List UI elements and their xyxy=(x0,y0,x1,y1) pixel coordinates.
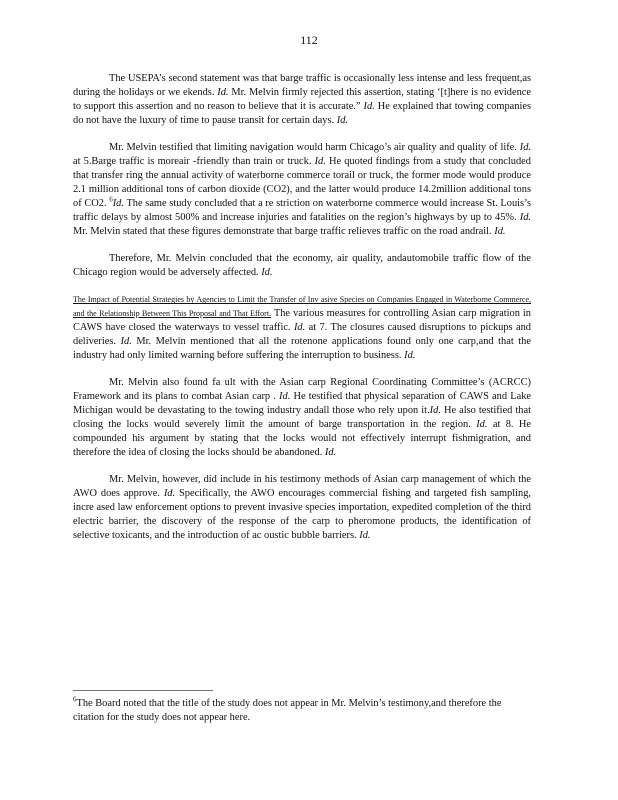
footnote-separator xyxy=(73,690,213,691)
citation: Id. xyxy=(217,86,229,98)
citation: Id. xyxy=(112,197,124,209)
citation: Id. xyxy=(476,419,488,431)
text-run: He testified that physical separation of CAWS and Lake Michigan would be devastating to the towing industry andall those who rely upon it. xyxy=(73,391,531,417)
section-heading: The Impact of Potential Strategies by Agencies to Limit the Transfer of Inv asive Species on Companies Engaged in Waterborne Commerce, and the Relationship Between This Proposal and That Effort. xyxy=(73,295,531,319)
citation: Id. xyxy=(519,211,531,223)
text-run: The various measures for controlling Asian carp migration in CAWS have closed the waterways to vessel traffic. xyxy=(73,308,531,334)
text-run: Mr. Melvin testified that limiting navigation would harm Chicago’s air quality and quality of life. xyxy=(109,142,520,154)
paragraph-1 xyxy=(73,72,531,128)
citation: Id. xyxy=(429,405,441,417)
citation: Id. xyxy=(363,100,375,112)
citation: Id. xyxy=(324,446,337,458)
text-run: He quoted findings from a study that concluded that transfer ring the annual activity of waterborne commerce torail or truck, the former mode would produce 2.1 million additional tons of carbon dioxide (CO2), and the latter would produce 14.2million additional tons of CO2. xyxy=(73,156,531,209)
text-run: He also testified that closing the locks would severely limit the amount of barge transportation in the region. xyxy=(73,405,532,431)
page-number: 112 xyxy=(300,33,318,47)
footnote-text: The Board noted that the title of the study does not appear in Mr. Melvin’s testimony,and therefore the citation for the study does not appear here. xyxy=(73,698,502,723)
paragraph-5 xyxy=(73,376,531,459)
citation: Id. xyxy=(261,266,273,278)
text-run: Mr. Melvin, however, did include in his testimony methods of Asian carp management of which the AWO does approve. xyxy=(73,474,531,500)
citation: Id. xyxy=(314,156,326,168)
text-run: Mr. Melvin firmly rejected this assertion, stating ‘[t]here is no evidence to support this assertion and no reason to believe that it is accurate.” xyxy=(73,86,531,112)
text-run: The USEPA’s second statement was that barge traffic is occasionally less intense and less frequent,as during the holidays or we ekends. xyxy=(73,73,531,98)
citation: Id. xyxy=(519,142,531,154)
text-run: Therefore, Mr. Melvin concluded that the economy, air quality, andautomobile traffic flow of the Chicago region would be adversely affected. xyxy=(73,252,531,278)
paragraph-2 xyxy=(73,141,531,238)
footnote-reference[interactable]: 6 xyxy=(109,195,113,204)
footnote-marker: 6 xyxy=(73,695,77,704)
text-run: Mr. Melvin mentioned that all the rotenone applications found only one carp,and that the industry had only limited warning before suffering the interruption to business. xyxy=(73,336,531,361)
text-run: He explained that towing companies do not have the luxury of time to pause transit for certain days. xyxy=(73,100,531,126)
text-run: Mr. Melvin also found fa ult with the Asian carp Regional Coordinating Committee’s (ACRCC) Framework and its plans to combat Asian carp . xyxy=(73,377,531,403)
paragraph-6 xyxy=(73,473,531,543)
footnote xyxy=(73,697,531,725)
text-run: The same study concluded that a re striction on waterborne commerce would increase St. Louis’s traffic delays by almost 500% and increase injuries and fatalities on the region’s highways by up to 45%. xyxy=(73,197,532,223)
citation: Id. xyxy=(279,391,291,403)
citation: Id. xyxy=(120,336,132,347)
paragraph-3 xyxy=(73,252,531,280)
text-run: at 8. He compounded his argument by stating that the locks would not effectively interrupt fishmigration, and therefore the idea of closing the locks should be abandoned. xyxy=(73,419,532,458)
text-run: at 7. The closures caused disruptions to pickups and deliveries. xyxy=(73,322,531,347)
paragraph-4 xyxy=(73,293,531,363)
text-run: Mr. Melvin stated that these figures demonstrate that barge traffic relieves traffic on the road andrail. xyxy=(73,225,495,237)
body-text xyxy=(73,72,531,556)
text-run: Specifically, the AWO encourages commercial fishing and targeted fish sampling, incre ased law enforcement options to prevent invasive species importation, expedited completion of the third electric barrier, the discovery of the response of the carp to pheromone products, the identification of selective toxicants, and the introduction of ac oustic bubble barriers. xyxy=(73,488,531,541)
citation: Id. xyxy=(494,225,506,237)
citation: Id. xyxy=(359,529,371,541)
citation: Id. xyxy=(293,322,306,334)
citation: Id. xyxy=(404,349,416,361)
text-run: at 5.Barge traffic is moreair -friendly than train or truck. xyxy=(73,156,315,168)
citation: Id. xyxy=(336,114,348,126)
citation: Id. xyxy=(163,488,176,500)
